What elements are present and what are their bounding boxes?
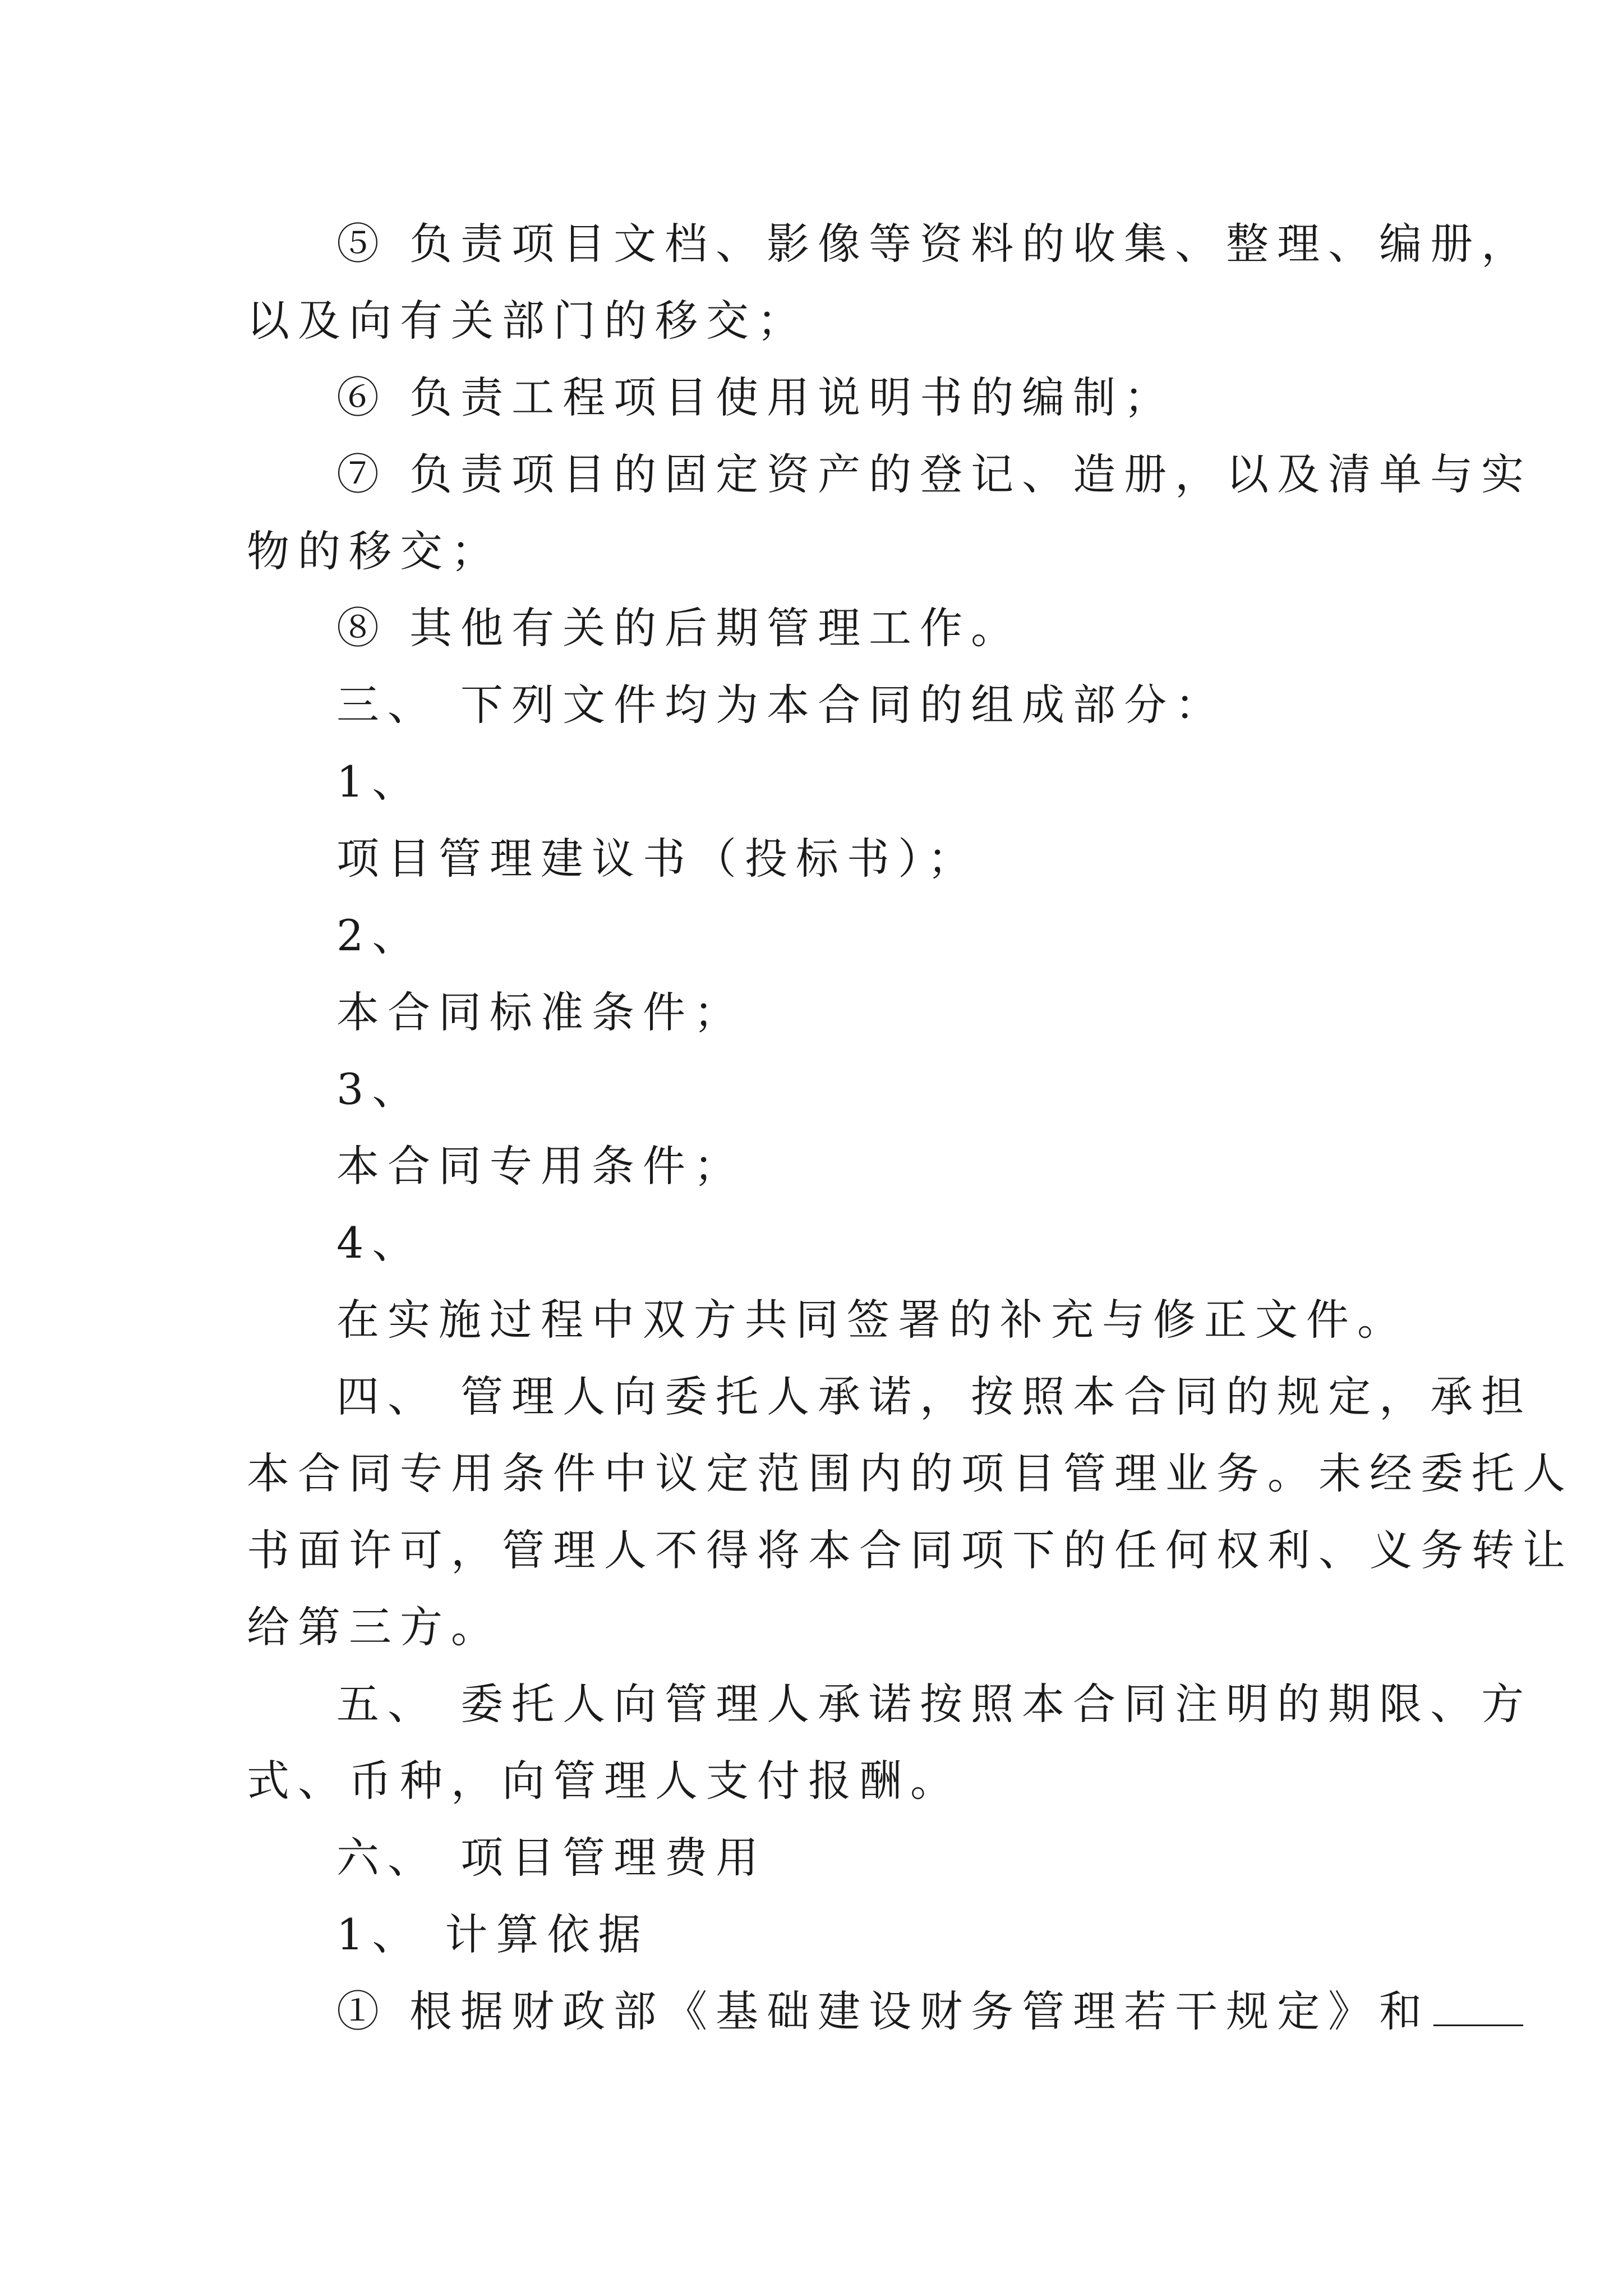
paragraph-line: 给第三方。 <box>247 1602 502 1652</box>
list-item: 本合同标准条件； <box>336 987 745 1037</box>
paragraph-text: ① 根据财政部《基础建设财务管理若干规定》和 <box>336 1986 1431 2036</box>
list-item: 本合同专用条件； <box>336 1141 745 1191</box>
paragraph-line-with-blank <box>336 1984 1431 2040</box>
list-number: 4、 <box>336 1218 423 1268</box>
paragraph-line: 式、币种，向管理人支付报酬。 <box>247 1756 961 1806</box>
paragraph-line: 五、 委托人向管理人承诺按照本合同注明的期限、方 <box>336 1679 1533 1729</box>
list-item: 在实施过程中双方共同签署的补充与修正文件。 <box>336 1295 1408 1345</box>
list-number: 3、 <box>336 1064 423 1114</box>
section-heading: 三、 下列文件均为本合同的组成部分： <box>336 680 1227 730</box>
subsection-heading: 1、 计算依据 <box>336 1910 649 1959</box>
paragraph-line: ⑤ 负责项目文档、影像等资料的收集、整理、编册， <box>336 219 1533 269</box>
paragraph-line: ⑥ 负责工程项目使用说明书的编制； <box>336 372 1175 422</box>
paragraph-line: ⑦ 负责项目的固定资产的登记、造册，以及清单与实 <box>336 449 1533 499</box>
list-number: 1、 <box>336 757 423 807</box>
list-item: 项目管理建议书（投标书）； <box>336 834 979 884</box>
fill-in-blank <box>1433 1985 1523 2026</box>
paragraph-line: 书面许可，管理人不得将本合同项下的任何权利、义务转让 <box>247 1525 1574 1575</box>
paragraph-line: 以及向有关部门的移交； <box>247 296 808 346</box>
paragraph-line: 物的移交； <box>247 526 502 576</box>
paragraph-line: 四、 管理人向委托人承诺，按照本合同的规定，承担 <box>336 1372 1533 1421</box>
paragraph-line: ⑧ 其他有关的后期管理工作。 <box>336 603 1022 653</box>
section-heading: 六、 项目管理费用 <box>336 1833 767 1883</box>
list-number: 2、 <box>336 910 423 960</box>
paragraph-line: 本合同专用条件中议定范围内的项目管理业务。未经委托人 <box>247 1448 1574 1498</box>
